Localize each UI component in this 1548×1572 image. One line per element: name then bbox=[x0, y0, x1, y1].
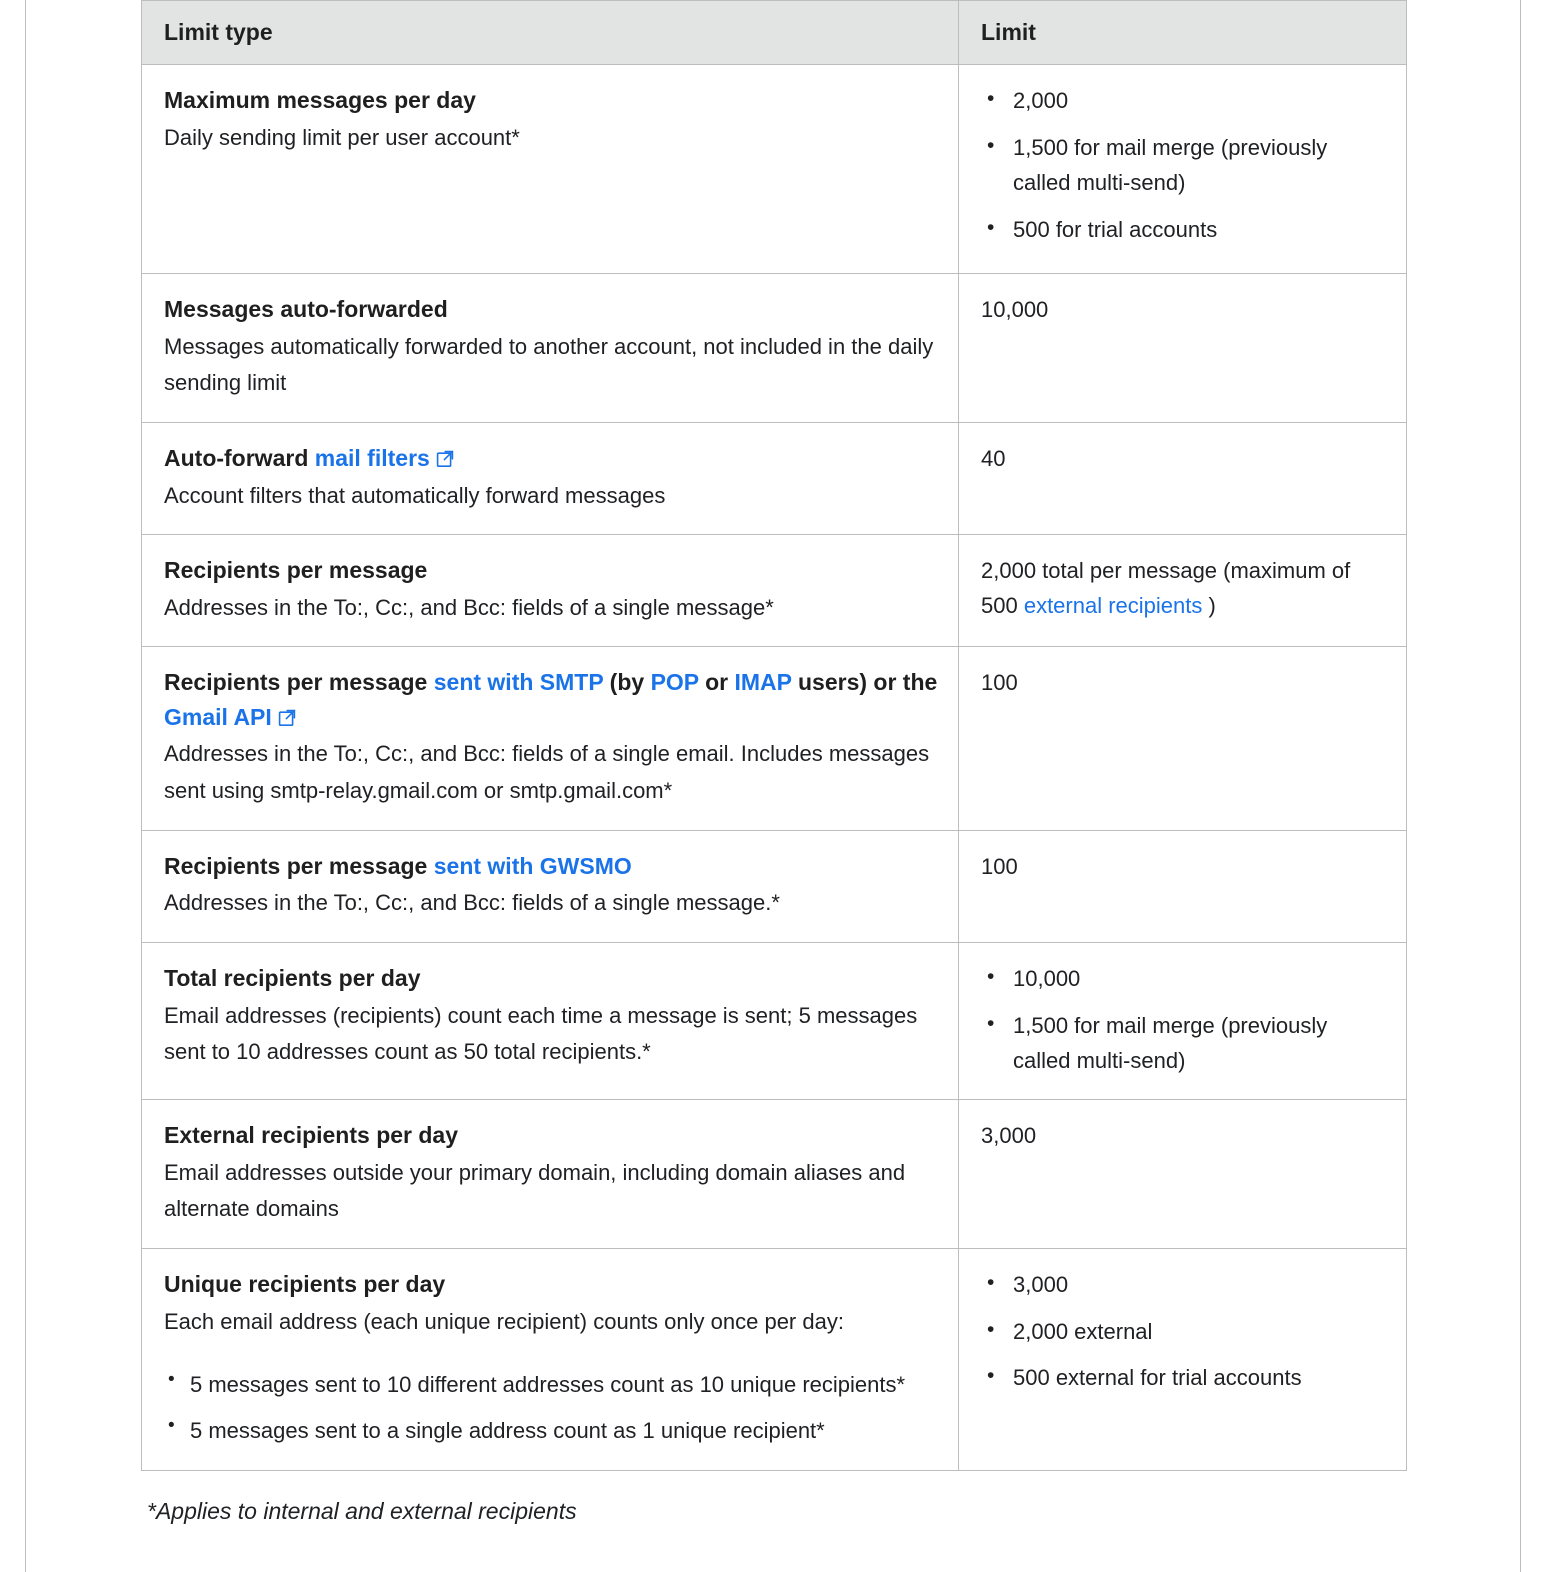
limit-value-text: 3,000 bbox=[981, 1123, 1037, 1149]
limit-value-text: 10,000 bbox=[981, 297, 1049, 323]
limit-type-cell bbox=[142, 65, 959, 274]
limit-type-title: Recipients per message bbox=[164, 557, 428, 584]
limit-type-description: Email addresses (recipients) count each time a message is sent; 5 messages sent to 10 addresses count as 50 total recipients.* bbox=[164, 1002, 918, 1065]
limit-value-list bbox=[981, 83, 1386, 248]
limit-type-description: Addresses in the To:, Cc:, and Bcc: fields of a single message.* bbox=[164, 890, 780, 916]
limit-type-description: Messages automatically forwarded to another account, not included in the daily sending limit bbox=[164, 333, 934, 396]
limit-type-title: Maximum messages per day bbox=[164, 87, 476, 114]
title-text-segment: Auto-forward bbox=[164, 445, 315, 472]
limit-type-description: Addresses in the To:, Cc:, and Bcc: fields of a single email. Includes messages sent using smtp-relay.gmail.com or smtp.gmail.com* bbox=[164, 741, 930, 804]
table-row bbox=[142, 1100, 1407, 1249]
column-header-limit-type: Limit type bbox=[142, 1, 959, 65]
list-item: • 500 for trial accounts bbox=[981, 212, 1386, 248]
limit-value-cell bbox=[959, 535, 1407, 647]
title-text-segment: users) or the bbox=[791, 669, 938, 696]
table-row bbox=[142, 1249, 1407, 1471]
limit-type-description: Addresses in the To:, Cc:, and Bcc: fields of a single message* bbox=[164, 594, 774, 620]
limit-type-description: Daily sending limit per user account* bbox=[164, 124, 520, 150]
list-item: • 2,000 bbox=[981, 83, 1386, 119]
limit-type-cell bbox=[142, 1100, 959, 1249]
limit-type-title: Total recipients per day bbox=[164, 965, 421, 992]
table-row bbox=[142, 65, 1407, 274]
limit-value-segment: 2,000 total per message (maximum of 500 bbox=[981, 558, 1351, 619]
limit-type-title: Messages auto-forwarded bbox=[164, 296, 448, 323]
table-footnote: *Applies to internal and external recipients bbox=[147, 1497, 577, 1524]
limit-value-cell bbox=[959, 943, 1407, 1100]
limit-type-sub-list bbox=[164, 1366, 938, 1450]
limit-type-cell bbox=[142, 647, 959, 830]
limit-type-description: Account filters that automatically forward messages bbox=[164, 482, 666, 508]
list-item: • 2,000 external bbox=[981, 1314, 1386, 1350]
limit-value-cell bbox=[959, 1100, 1407, 1249]
limit-type-title: Unique recipients per day bbox=[164, 1271, 446, 1298]
list-item: • 5 messages sent to 10 different addresses count as 10 unique recipients* bbox=[164, 1366, 938, 1404]
sent-with-smtp-link[interactable]: sent with SMTP bbox=[433, 669, 604, 696]
mail-filters-link[interactable]: mail filters bbox=[314, 445, 430, 472]
external-link-icon bbox=[436, 450, 454, 468]
limit-type-description: Each email address (each unique recipient) counts only once per day: bbox=[164, 1308, 844, 1334]
external-recipients-link[interactable]: external recipients bbox=[1023, 593, 1203, 619]
limit-type-title bbox=[164, 665, 938, 734]
list-item: • 500 external for trial accounts bbox=[981, 1360, 1386, 1396]
limit-type-cell bbox=[142, 1249, 959, 1471]
document-body bbox=[141, 0, 1406, 1527]
limit-value-cell bbox=[959, 65, 1407, 274]
limit-value-text: 40 bbox=[981, 446, 1006, 472]
list-item: • 3,000 bbox=[981, 1267, 1386, 1303]
list-item: • 10,000 bbox=[981, 961, 1386, 997]
limit-value-segment: ) bbox=[1202, 593, 1216, 619]
limit-value-cell bbox=[959, 830, 1407, 942]
table-row bbox=[142, 535, 1407, 647]
list-item: • 1,500 for mail merge (previously called multi-send) bbox=[981, 1008, 1386, 1079]
limit-type-cell bbox=[142, 535, 959, 647]
sending-limits-table bbox=[141, 0, 1407, 1471]
table-row bbox=[142, 943, 1407, 1100]
list-item: • 5 messages sent to a single address count as 1 unique recipient* bbox=[164, 1412, 938, 1450]
pop-link[interactable]: POP bbox=[650, 669, 699, 696]
limit-value-text: 100 bbox=[981, 853, 1018, 879]
sent-with-gwsmo-link[interactable]: sent with GWSMO bbox=[433, 852, 632, 879]
limit-type-cell bbox=[142, 830, 959, 942]
page-rule-left bbox=[25, 0, 26, 1572]
limit-value-text: 100 bbox=[981, 670, 1018, 696]
limit-type-cell bbox=[142, 423, 959, 535]
limit-value-cell bbox=[959, 647, 1407, 830]
limit-value-cell bbox=[959, 423, 1407, 535]
table-row bbox=[142, 423, 1407, 535]
list-item: • 1,500 for mail merge (previously called multi-send) bbox=[981, 130, 1386, 201]
limit-type-cell bbox=[142, 274, 959, 423]
limit-type-cell bbox=[142, 943, 959, 1100]
imap-link[interactable]: IMAP bbox=[734, 669, 792, 696]
limit-value-cell bbox=[959, 1249, 1407, 1471]
title-text-segment: Recipients per message bbox=[164, 669, 434, 696]
table-row bbox=[142, 274, 1407, 423]
column-header-limit: Limit bbox=[959, 1, 1407, 65]
table-row bbox=[142, 830, 1407, 942]
title-text-segment: Recipients per message bbox=[164, 852, 434, 879]
limit-type-title bbox=[164, 849, 938, 884]
limit-value-list bbox=[981, 1267, 1386, 1396]
page-rule-right bbox=[1520, 0, 1521, 1572]
limit-value-cell bbox=[959, 274, 1407, 423]
gmail-api-link[interactable]: Gmail API bbox=[164, 703, 272, 730]
limit-type-title bbox=[164, 441, 938, 476]
title-text-segment: (by bbox=[603, 669, 651, 696]
table-header-row bbox=[142, 1, 1407, 65]
external-link-icon bbox=[278, 709, 296, 727]
limit-value-text bbox=[981, 553, 1386, 623]
limit-type-description: Email addresses outside your primary domain, including domain aliases and alternate domains bbox=[164, 1159, 906, 1222]
title-text-segment: or bbox=[698, 669, 735, 696]
table-row bbox=[142, 647, 1407, 830]
limit-type-title: External recipients per day bbox=[164, 1122, 459, 1149]
limit-value-list bbox=[981, 961, 1386, 1079]
